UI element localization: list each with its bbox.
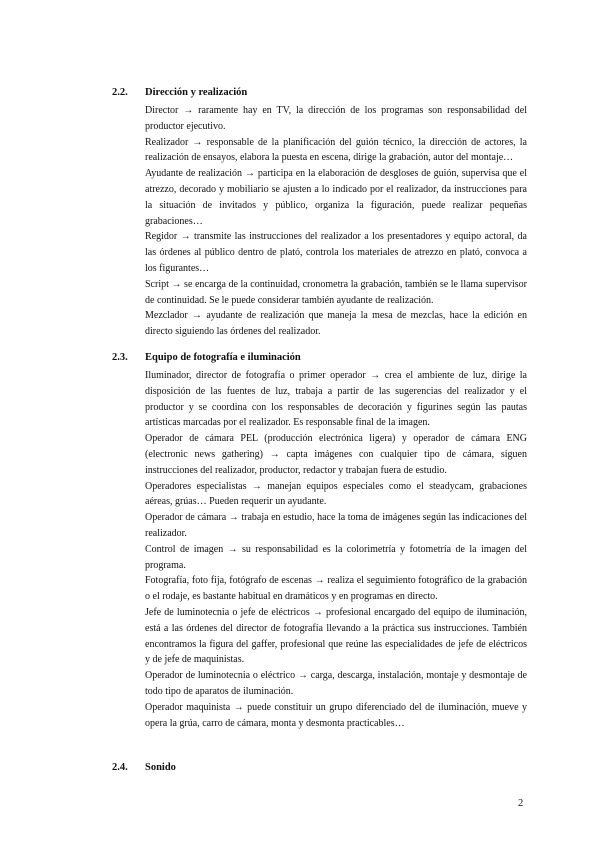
paragraph-ayudante-realizacion: Ayudante de realización → participa en la elaboración de desgloses de guión, supervisa que el atrezzo, decorado y mobiliario se ajusten a lo indicado por el realizador, da instrucciones para la situación de invitados y público, organiza la figuración, puede realizar pequeñas grabaciones… [145,168,527,227]
paragraph-operadores-especialistas: Operadores especialistas → manejan equipos especiales como el steadycam, grabaciones aéreas, grúas… Pueden requerir un ayudante. [145,480,527,508]
paragraph-jefe-luminotecnia: Jefe de luminotecnia o jefe de eléctricos → profesional encargado del equipo de iluminación, está a las órdenes del director de fotografía llevando a la práctica sus instrucciones. También encontramos la figura del gaffer, profesional que reúne las especialidades de jefe de eléctricos y de jefe de maquinistas. [145,606,527,666]
section-fotografia-iluminacion [112,352,527,731]
section-heading [112,352,527,368]
paragraph-fotografia-fija: Fotografía, foto fija, fotógrafo de escenas → realiza el seguimiento fotográfico de la grabación o el rodaje, es bastante habitual en dramáticos y en programas en directo. [145,575,527,603]
paragraph-operador-pel-eng: Operador de cámara PEL (producción electrónica ligera) y operador de cámara ENG (electronic news gathering) → capta imágenes con cualquier tipo de cámara, siguen instrucciones del realizador, productor, redactor y trabajan fuera de estudio. [145,433,527,476]
section-title: Sonido [145,762,176,773]
paragraph-script: Script → se encarga de la continuidad, cronometra la grabación, también se le llama supervisor de continuidad. Se le puede considerar también ayudante de realización. [145,278,527,306]
paragraph-operador-camara: Operador de cámara → trabaja en estudio, hace la toma de imágenes según las indicaciones del realizador. [145,512,527,539]
paragraph-realizador: Realizador → responsable de la planificación del guión técnico, la dirección de actores, la realización de ensayos, elabora la puesta en escena, dirige la grabación, autor del montaje… [145,136,527,164]
paragraph-mezclador: Mezclador → ayudante de realización que maneja la mesa de mezclas, hace la edición en directo siguiendo las órdenes del realizador. [145,310,527,338]
section-number: 2.4. [112,762,128,773]
paragraph-operador-maquinista: Operador maquinista → puede constituir un grupo diferenciado del de iluminación, mueve y opera la grúa, carro de cámara, monta y desmonta practicables… [145,701,527,729]
section-title: Dirección y realización [145,87,248,98]
section-title: Equipo de fotografía e iluminación [145,352,301,363]
section-heading [112,87,527,103]
section-body [145,368,527,731]
section-number: 2.3. [112,352,128,363]
paragraph-operador-luminotecnia: Operador de luminotecnia o eléctrico → carga, descarga, instalación, montaje y desmontaje de todo tipo de aparatos de iluminación. [145,670,527,697]
paragraph-regidor: Regidor → transmite las instrucciones del realizador a los presentadores y equipo actoral, da las órdenes al público dentro de plató, controla los materiales de atrezzo en plató, convoca a los figurantes… [145,231,527,274]
page-number: 2 [518,798,524,809]
section-sonido [112,762,527,778]
paragraph-control-imagen: Control de imagen → su responsabilidad es la colorimetría y fotometría de la imagen del programa. [145,543,527,571]
section-heading [112,762,527,778]
section-body [145,103,527,340]
paragraph-director: Director → raramente hay en TV, la dirección de los programas son responsabilidad del productor ejecutivo. [145,105,527,132]
section-number: 2.2. [112,87,128,98]
paragraph-iluminador: Iluminador, director de fotografía o primer operador → crea el ambiente de luz, dirige la disposición de las fuentes de luz, trabaja a partir de las sugerencias del realizador y el productor y se coordina con los responsables de decoración y figurines según las pautas artísticas marcadas por el realizador. Es responsable final de la imagen. [145,370,527,429]
section-direccion-realizacion [112,87,527,340]
